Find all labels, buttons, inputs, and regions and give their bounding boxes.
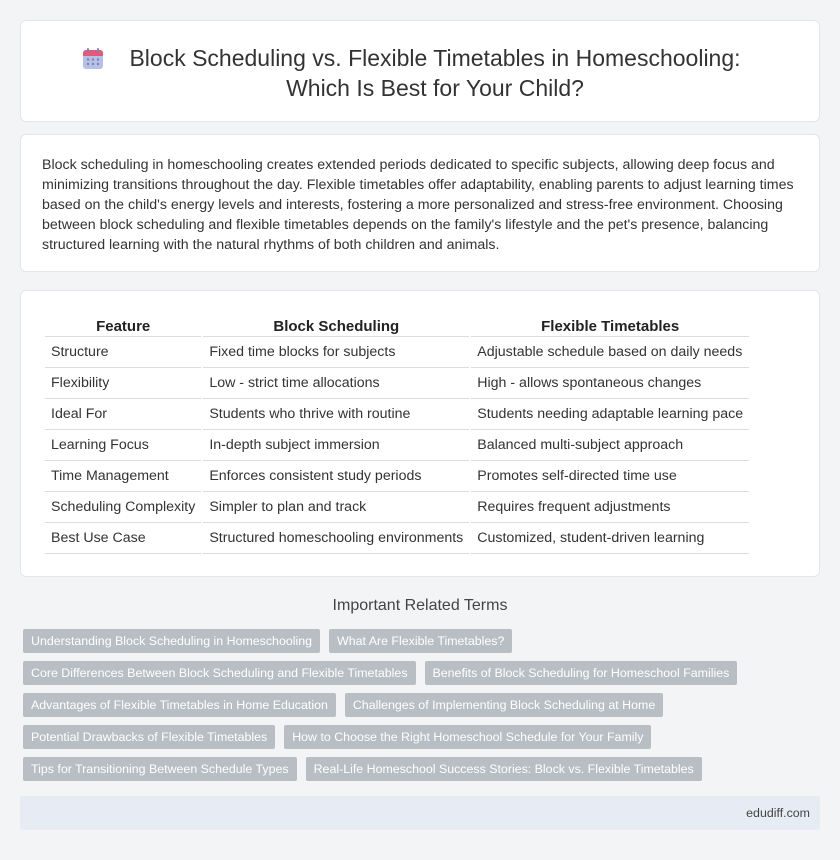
intro-card (20, 134, 820, 272)
cell-flexible: Requires frequent adjustments (471, 492, 749, 523)
related-term-link[interactable]: How to Choose the Right Homeschool Schedule for Your Family (284, 725, 651, 749)
related-term-link[interactable]: Understanding Block Scheduling in Homeschooling (23, 629, 320, 653)
related-term-link[interactable]: Challenges of Implementing Block Scheduling at Home (345, 693, 663, 717)
cell-feature: Scheduling Complexity (45, 492, 201, 523)
cell-block: Enforces consistent study periods (203, 461, 469, 492)
cell-flexible: Students needing adaptable learning pace (471, 399, 749, 430)
cell-block: Low - strict time allocations (203, 368, 469, 399)
table-row (45, 430, 749, 461)
cell-flexible: High - allows spontaneous changes (471, 368, 749, 399)
cell-feature: Structure (45, 337, 201, 368)
page-title: Block Scheduling vs. Flexible Timetables in Homeschooling: Which Is Best for Your Child? (129, 45, 741, 101)
cell-flexible: Adjustable schedule based on daily needs (471, 337, 749, 368)
table-row (45, 523, 749, 554)
related-term-link[interactable]: Core Differences Between Block Scheduling and Flexible Timetables (23, 661, 416, 685)
cell-feature: Ideal For (45, 399, 201, 430)
cell-block: Simpler to plan and track (203, 492, 469, 523)
related-term-link[interactable]: What Are Flexible Timetables? (329, 629, 512, 653)
related-term-link[interactable]: Potential Drawbacks of Flexible Timetables (23, 725, 275, 749)
header-flexible-timetables: Flexible Timetables (471, 317, 749, 337)
footer-site-name[interactable]: edudiff.com (746, 806, 810, 820)
related-terms-list (23, 629, 823, 781)
table-row (45, 492, 749, 523)
intro-paragraph: Block scheduling in homeschooling creates extended periods dedicated to specific subjects, allowing deep focus and minimizing transitions throughout the day. Flexible timetables offer adaptability, enabling parents to adjust learning times based on the child's energy levels and interests, fostering a more personalized and stress-free environment. Choosing between block scheduling and flexible timetables depends on the family's lifestyle and the pet's presence, balancing structured learning with the natural rhythms of both children and animals. (42, 157, 794, 253)
footer (20, 796, 820, 830)
header-block-scheduling: Block Scheduling (203, 317, 469, 337)
cell-flexible: Balanced multi-subject approach (471, 430, 749, 461)
cell-feature: Best Use Case (45, 523, 201, 554)
related-term-link[interactable]: Real-Life Homeschool Success Stories: Block vs. Flexible Timetables (306, 757, 702, 781)
cell-feature: Time Management (45, 461, 201, 492)
comparison-card (20, 290, 820, 577)
related-terms-heading: Important Related Terms (332, 597, 508, 614)
related-term-link[interactable]: Tips for Transitioning Between Schedule Types (23, 757, 297, 781)
cell-flexible: Customized, student-driven learning (471, 523, 749, 554)
cell-feature: Learning Focus (45, 430, 201, 461)
cell-flexible: Promotes self-directed time use (471, 461, 749, 492)
table-row (45, 337, 749, 368)
cell-block: In-depth subject immersion (203, 430, 469, 461)
table-row (45, 461, 749, 492)
comparison-table (43, 317, 751, 554)
table-row (45, 368, 749, 399)
title-card (20, 20, 820, 122)
related-term-link[interactable]: Benefits of Block Scheduling for Homeschool Families (425, 661, 738, 685)
table-header-row (45, 317, 749, 337)
table-row (45, 399, 749, 430)
header-feature: Feature (45, 317, 201, 337)
cell-block: Fixed time blocks for subjects (203, 337, 469, 368)
related-term-link[interactable]: Advantages of Flexible Timetables in Home Education (23, 693, 336, 717)
cell-block: Structured homeschooling environments (203, 523, 469, 554)
cell-feature: Flexibility (45, 368, 201, 399)
cell-block: Students who thrive with routine (203, 399, 469, 430)
